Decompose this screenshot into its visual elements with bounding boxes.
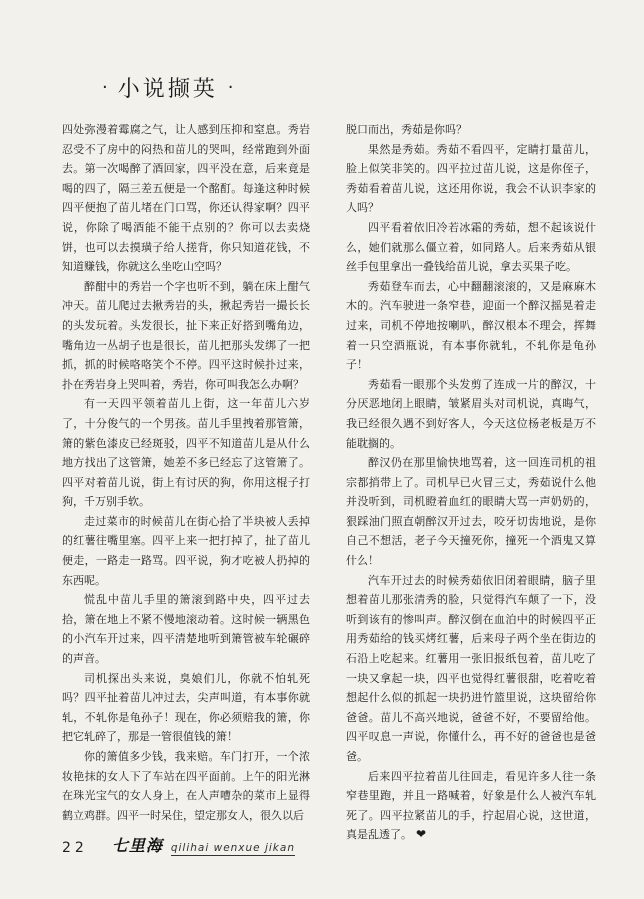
paragraph: [62, 120, 310, 277]
magazine-name: 七里海: [111, 836, 163, 855]
page-footer: [62, 836, 295, 856]
right-column: [346, 120, 596, 845]
paragraph-text: 秀茹登车而去，心中翻翻滚滚的，又是麻麻木木的。汽车驶进一条窄巷，迎面一个醉汉摇晃着走过来，司机不停地按喇叭，醉汉根本不理会，挥舞着一只空酒瓶说，有本事你就轧，不轧你是龟孙子！: [346, 279, 596, 372]
paragraph-text: 四处弥漫着霉腐之气，让人感到压抑和窒息。秀岩忍受不了房中的闷热和苗儿的哭叫，经常跑到外面去。第一次喝醉了酒回家，四平没在意，后来竟是喝的四了，隔三差五便是一个酩酊。每逢这种时候四平便抱了苗儿堵在门口骂，你还认得家啊？四平说，你除了喝酒能不能干点别的？你可以去卖烧饼，也可以去摸璜子给人搓背，你只知道花钱，不知道赚钱，你就这么坐吃山空吗？: [62, 123, 310, 274]
paragraph: [62, 394, 310, 512]
paragraph: [62, 669, 310, 747]
paragraph: [62, 277, 310, 395]
paragraph: [62, 747, 310, 825]
paragraph-text: 慌乱中苗儿手里的箫滚到路中央，四平过去拾，箫在地上不紧不慢地滚动着。这时候一辆黑色的小汽车开过来，四平清楚地听到箫管被车轮碾碎的声音。: [62, 593, 310, 666]
paragraph: [346, 375, 596, 453]
paragraph-text: 汽车开过去的时候秀茹依旧闭着眼睛，脑子里想着苗儿那张清秀的脸，只觉得汽车颠了一下，没听到该有的惨叫声。醉汉倒在血泊中的时候四平正用秀茹给的钱买烤红薯，后来母子两个坐在街边的石沿上吃起来。红薯用一张旧报纸包着，苗儿吃了一块又拿起一块，四平也觉得红薯很甜，吃着吃着想起什么似的抓起一块扔进竹篮里说，这块留给你爸爸。苗儿不高兴地说，爸爸不好，不要留给他。四平叹息一声说，你懂什么，再不好的爸爸也是爸爸。: [346, 573, 596, 763]
header-dot-right: ·: [227, 76, 234, 98]
paragraph-text: 秀茹看一眼那个头发剪了连成一片的醉汉，十分厌恶地闭上眼睛，皱紧眉头对司机说，真晦气，我已经很久遇不到好客人，今天这位杨老板是万不能耽搁的。: [346, 377, 596, 450]
paragraph: [346, 218, 596, 277]
paragraph-text: 醉汉仍在那里愉快地骂着，这一回连司机的祖宗都捎带上了。司机早已火冒三丈，秀茹说什么他并没听到，司机瞪着血红的眼睛大骂一声奶奶的，狠踩油门照直朝醉汉开过去，咬牙切齿地说，是你自己不想活，老子今天撞死你，撞死一个酒鬼又算什么！: [346, 456, 596, 568]
paragraph-text: 你的箫值多少钱，我来赔。车门打开，一个浓妆艳抹的女人下了车站在四平面前。上午的阳光淋在珠光宝气的女人身上，在人声嘈杂的菜市上显得鹤立鸡群。四平一时呆住，望定那女人，很久以后: [62, 750, 310, 822]
magazine-pinyin: qilihai wenxue jikan: [170, 842, 295, 854]
paragraph-text: 后来四平拉着苗儿往回走，看见许多人往一条窄巷里跑，并且一路喊着，好象是什么人被汽车轧死了。四平拉紧苗儿的手，拧起眉心说，这世道，真是乱透了。: [346, 769, 596, 842]
paragraph-text: 四平看着依旧冷若冰霜的秀茹，想不起该说什么，她们就那么僵立着，如同路人。后来秀茹从银丝手包里拿出一叠钱给苗儿说，拿去买果子吃。: [346, 220, 596, 274]
paragraph: [346, 571, 596, 767]
paragraph: [346, 453, 596, 571]
paragraph: [346, 277, 596, 375]
paragraph-text: 走过菜市的时候苗儿在街心拾了半块被人丢掉的红薯往嘴里塞。四平上来一把打掉了，扯了苗儿便走，一路走一路骂。四平说，狗才吃被人扔掉的东西呢。: [62, 514, 310, 587]
left-column: [62, 120, 310, 825]
paragraph: [62, 512, 310, 590]
paragraph: [62, 590, 310, 668]
paragraph-text: 脱口而出，秀茹是你吗？: [346, 123, 467, 136]
section-header: [92, 72, 312, 102]
paragraph: [346, 767, 596, 845]
section-title: 小说撷英: [117, 76, 218, 102]
paragraph-text: 果然是秀茹。秀茹不看四平，定睛打量苗儿，脸上似笑非笑的。四平拉过苗儿说，这是你侄子，秀茹看着苗儿说，这还用你说，我会不认识李家的人吗？: [346, 142, 596, 215]
paragraph: [346, 120, 596, 140]
page-number: 22: [62, 840, 88, 856]
paragraph-text: 司机探出头来说，臭娘们儿，你就不怕轧死吗？四平扯着苗儿冲过去，尖声叫道，有本事你就轧，不轧你是龟孙子！现在，你必须赔我的箫，你把它轧碎了，那是一管很值钱的箫！: [62, 671, 310, 744]
paragraph: [346, 140, 596, 218]
header-dot-left: ·: [102, 76, 108, 98]
paragraph-text: 有一天四平领着苗儿上街，这一年苗儿六岁了，十分俊气的一个男孩。苗儿手里拽着那管箫，箫的紫色漆皮已经斑驳，四平不知道苗儿是从什么地方找出了这管箫，她差不多已经忘了这管箫了。四平对着苗儿说，街上有讨厌的狗，你用这棍子打狗，千万别手软。: [62, 397, 310, 509]
end-heart-icon: ❤: [416, 827, 427, 842]
paragraph-text: 醉酣中的秀岩一个字也听不到，躺在床上酣气冲天。苗儿爬过去揪秀岩的头，揪起秀岩一撮长长的头发玩着。头发很长，扯下来正好搭到嘴角边，嘴角边一丛胡子也是很长，苗儿把那头发绑了一把抓，抓的时候咯咯笑个不停。四平这时候扑过来，扑在秀岩身上哭叫着，秀岩，你可叫我怎么办啊？: [62, 279, 310, 391]
